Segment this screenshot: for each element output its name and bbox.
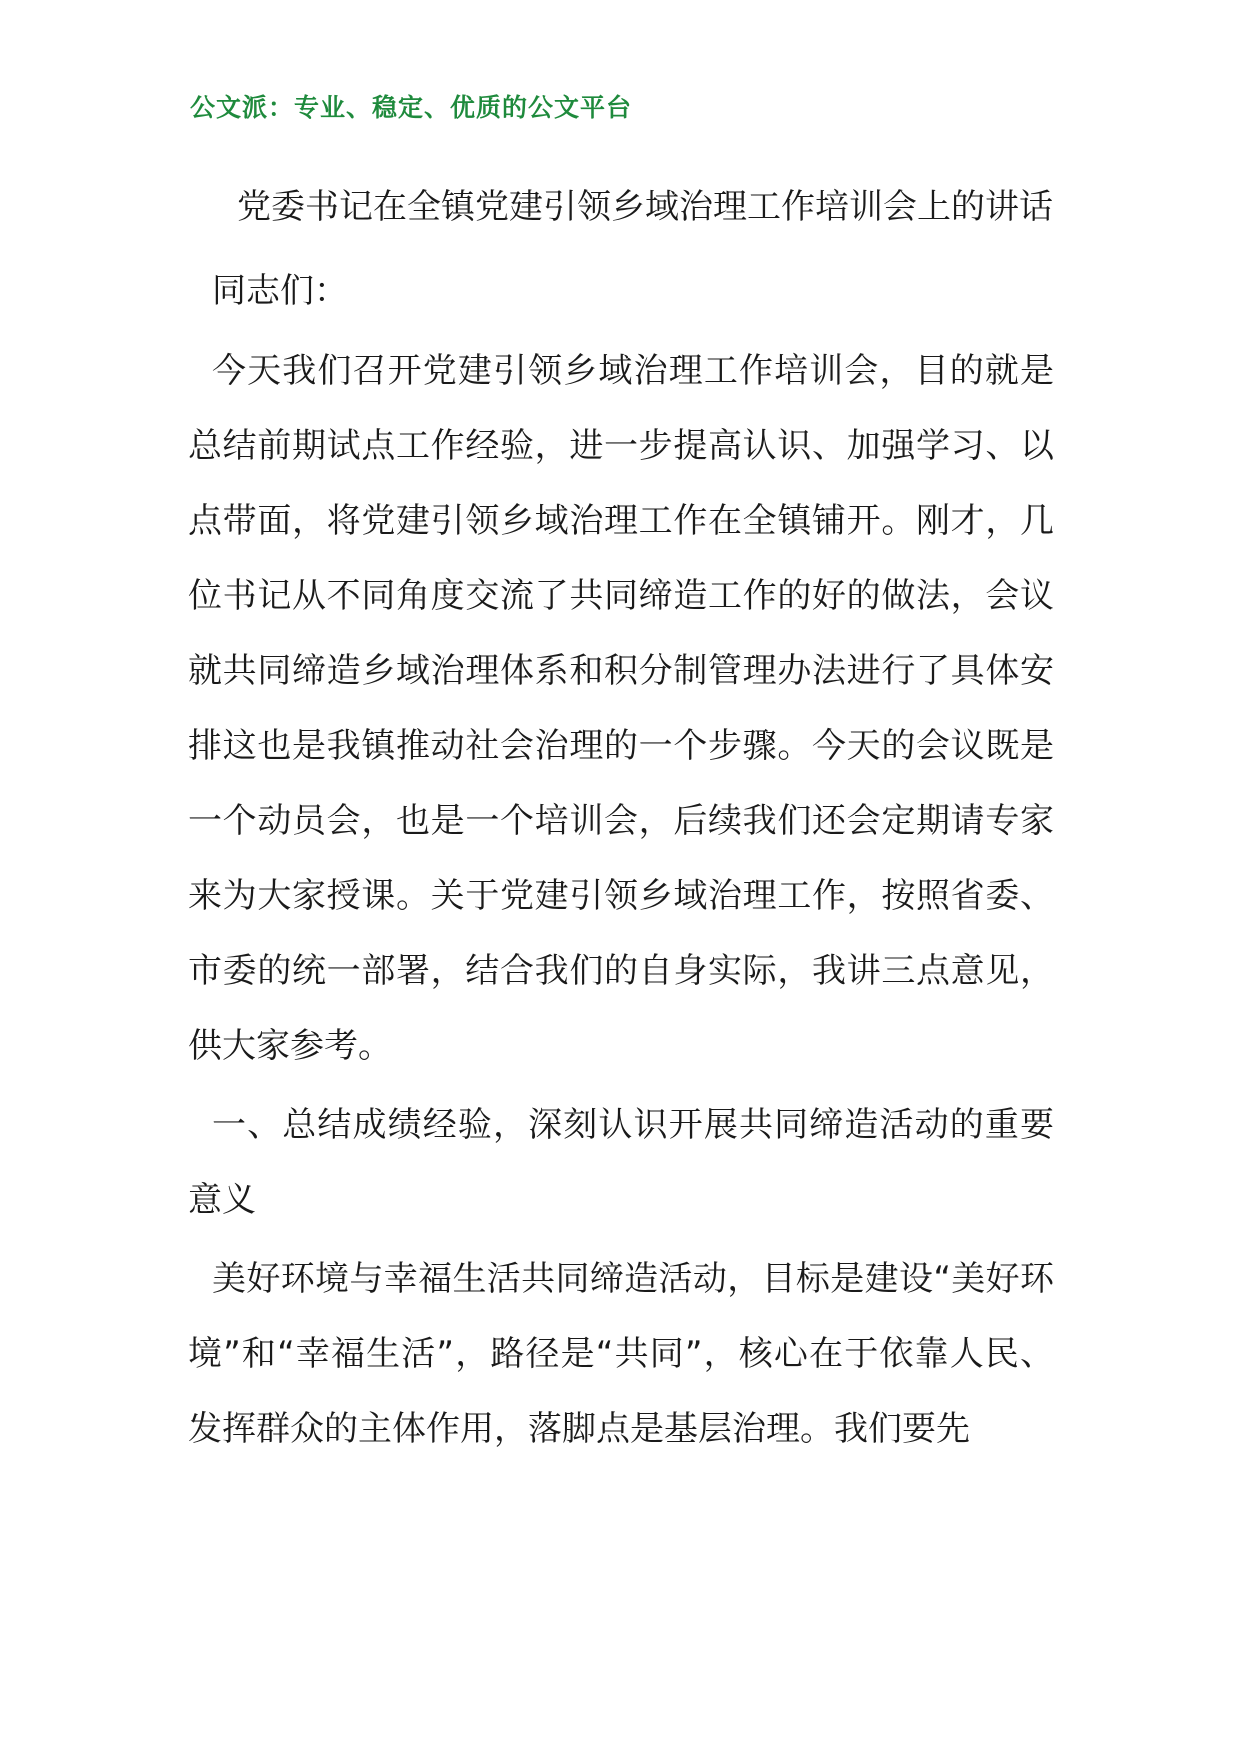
brand-header: 公文派：专业、稳定、优质的公文平台 (190, 93, 633, 122)
paragraph-section-1: 美好环境与幸福生活共同缔造活动，目标是建设“美好环境”和“幸福生活”，路径是“共同”，核心在于依靠人民、发挥群众的主体作用，落脚点是基层治理。我们要先 (188, 1259, 1054, 1449)
document-title: 党委书记在全镇党建引领乡域治理工作培训会上的讲话 (237, 187, 1053, 227)
salutation: 同志们： (212, 271, 348, 311)
section-heading-1: 一、总结成绩经验，深刻认识开展共同缔造活动的重要意义 (188, 1105, 1054, 1220)
document-body (188, 170, 1054, 1467)
paragraph-intro: 今天我们召开党建引领乡域治理工作培训会，目的就是总结前期试点工作经验，进一步提高认识、加强学习、以点带面，将党建引领乡域治理工作在全镇铺开。刚才，几位书记从不同角度交流了共同缔造工作的好的做法，会议就共同缔造乡域治理体系和积分制管理办法进行了具体安排这也是我镇推动社会治理的一个步骤。今天的会议既是一个动员会，也是一个培训会，后续我们还会定期请专家来为大家授课。关于党建引领乡域治理工作，按照省委、市委的统一部署，结合我们的自身实际，我讲三点意见，供大家参考。 (188, 351, 1054, 1066)
